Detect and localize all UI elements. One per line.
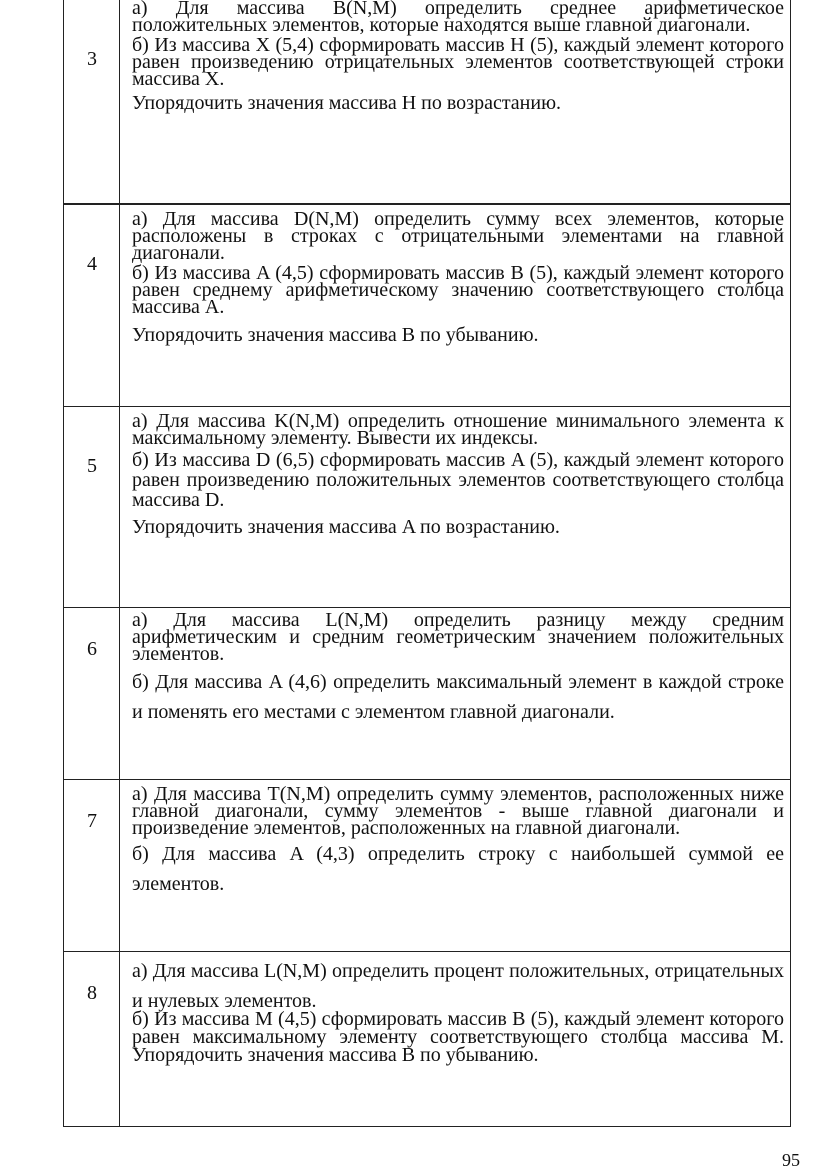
task-part-b: б) Для массива A (4,3) определить строку с наибольшей суммой ее элементов.	[132, 843, 784, 895]
task-text	[132, 0, 784, 118]
row-number-cell	[64, 0, 120, 203]
row-number-cell	[64, 407, 120, 607]
task-text	[132, 956, 784, 1064]
table-row	[63, 608, 791, 780]
task-part-b: б) Из массива A (4,5) сформировать массив B (5), каждый элемент которого равен среднему арифметическому значению соответствующего столбца массива A.	[132, 262, 784, 318]
row-number-cell	[64, 780, 120, 951]
table-row	[63, 0, 791, 204]
task-part-b: б) Из массива M (4,5) сформировать массив B (5), каждый элемент которого равен максимальному элементу соответствующего столбца массива M. Упорядочить значения массива B по убыванию.	[132, 1008, 784, 1066]
task-part-b: б) Из массива D (6,5) сформировать массив A (5), каждый элемент которого равен произведению положительных элементов соответствующего столбца массива D.	[132, 449, 784, 511]
task-part-a: а) Для массива L(N,M) определить разницу между средним арифметическим и средним геометрическим значением положительных элементов.	[132, 609, 784, 665]
row-number: 6	[87, 638, 97, 660]
row-number-cell	[64, 205, 120, 406]
task-part-a: а) Для массива L(N,M) определить процент положительных, отрицательных и нулевых элементов.	[132, 960, 784, 1012]
task-part-a: а) Для массива B(N,M) определить среднее арифметическое положительных элементов, которые находятся выше главной диагонали.	[132, 0, 784, 36]
row-number: 3	[87, 48, 97, 70]
row-number-cell	[64, 952, 120, 1126]
task-part-a: а) Для массива K(N,M) определить отношение минимального элемента к максимальному элементу. Вывести их индексы.	[132, 410, 784, 449]
task-sort-note: Упорядочить значения массива A по возрастанию.	[132, 516, 560, 538]
table-row	[63, 952, 791, 1127]
page-number: 95	[782, 1150, 800, 1170]
task-text	[132, 783, 784, 899]
row-number: 5	[87, 455, 97, 477]
task-sort-note: Упорядочить значения массива H по возрастанию.	[132, 92, 562, 114]
row-number: 4	[87, 253, 97, 275]
task-part-b: б) Из массива X (5,4) сформировать массив H (5), каждый элемент которого равен произведению отрицательных элементов соответствующей строки массива X.	[132, 34, 784, 90]
task-part-a: а) Для массива T(N,M) определить сумму элементов, расположенных ниже главной диагонали, сумму элементов - выше главной диагонали и произведение элементов, расположенных на главной диагонали.	[132, 783, 784, 839]
row-number-cell	[64, 608, 120, 779]
table-row	[63, 204, 791, 407]
task-part-a: а) Для массива D(N,M) определить сумму всех элементов, которые расположены в строках с отрицательными элементами на главной диагонали.	[132, 208, 784, 264]
task-text	[132, 609, 784, 727]
task-sort-note: Упорядочить значения массива B по убыванию.	[132, 324, 539, 346]
task-text	[132, 410, 784, 542]
row-number: 7	[87, 810, 97, 832]
task-part-b: б) Для массива A (4,6) определить максимальный элемент в каждой строке и поменять его местами с элементом главной диагонали.	[132, 671, 784, 723]
task-text	[132, 208, 784, 350]
table-row	[63, 780, 791, 952]
table-row	[63, 407, 791, 608]
row-number: 8	[87, 982, 97, 1004]
